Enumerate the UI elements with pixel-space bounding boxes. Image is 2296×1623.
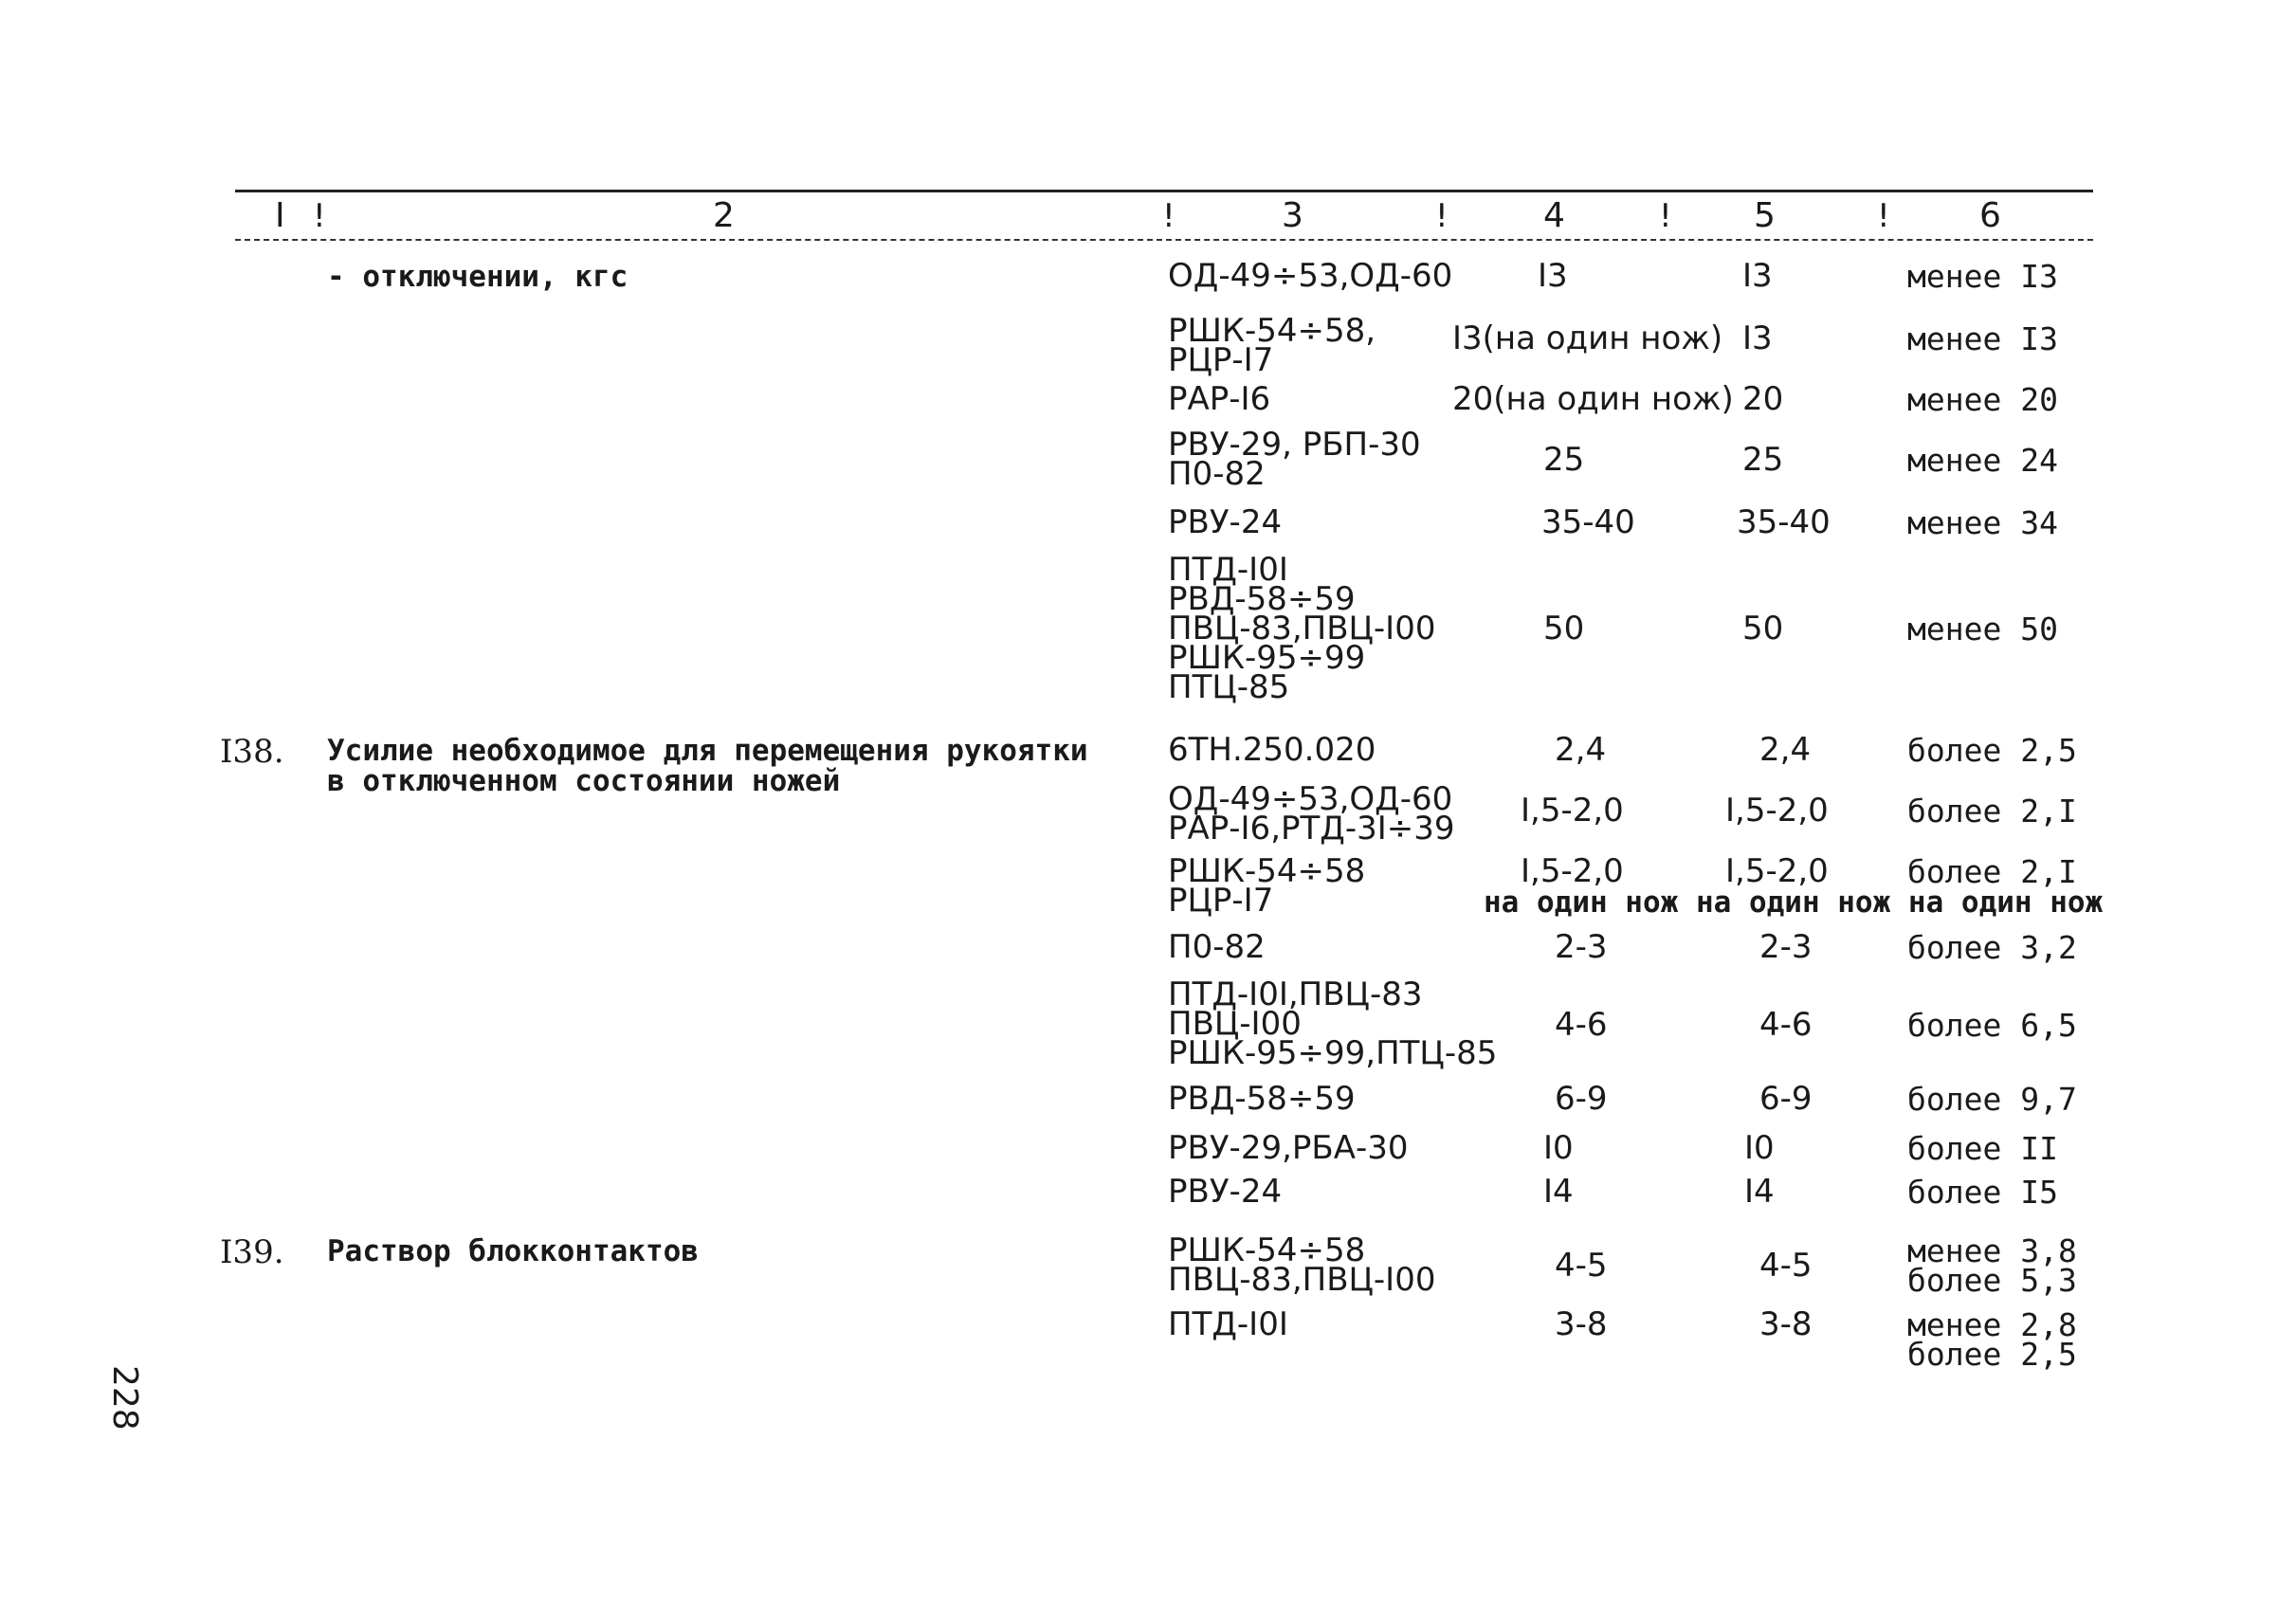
- value-col-5: 4-6: [1759, 1006, 1813, 1044]
- item-number: I38.: [220, 733, 284, 771]
- value-col-5: 50: [1742, 610, 1784, 647]
- device-type: РВУ-24: [1168, 1173, 1283, 1211]
- value-col-4: 50: [1543, 610, 1585, 647]
- value-col-6: менее I3: [1907, 258, 2058, 295]
- header-separator: !: [1162, 197, 1175, 235]
- value-col-6: более 2,I: [1907, 793, 2077, 830]
- header-separator: !: [313, 197, 326, 235]
- header-col-2: 2: [713, 196, 735, 235]
- value-col-6: менее 50: [1907, 611, 2058, 647]
- value-col-4: 20(на один нож): [1452, 380, 1734, 418]
- header-separator: !: [1659, 197, 1672, 235]
- value-col-6: более 6,5: [1907, 1007, 2077, 1044]
- value-col-5: 4-5: [1759, 1247, 1813, 1285]
- value-col-6: менее 24: [1907, 442, 2058, 479]
- device-type: РВУ-29,РБА-30: [1168, 1129, 1409, 1167]
- value-col-6: менее I3: [1907, 320, 2058, 357]
- value-col-5: 2,4: [1759, 731, 1812, 769]
- device-type: ОД-49÷53,ОД-60 РАР-I6,РТД-3I÷39: [1168, 780, 1455, 848]
- device-type: РШК-54÷58 ПВЦ-83,ПВЦ-I00: [1168, 1231, 1436, 1299]
- value-col-4: 3-8: [1555, 1305, 1608, 1343]
- value-col-6: менее 2,8 более 2,5: [1907, 1306, 2077, 1373]
- device-type: ПТД-I0I: [1168, 1305, 1288, 1343]
- device-type: РАР-I6: [1168, 380, 1271, 418]
- device-type: П0-82: [1168, 928, 1266, 966]
- value-col-5: I,5-2,0: [1725, 792, 1829, 830]
- page-number: 228: [105, 1365, 144, 1431]
- device-type: РШК-54÷58 РЦР-I7: [1168, 852, 1366, 920]
- header-separator: !: [1435, 197, 1449, 235]
- value-col-6: менее 34: [1907, 504, 2058, 541]
- value-col-6: более I5: [1907, 1174, 2058, 1211]
- device-type: РВУ-24: [1168, 503, 1283, 541]
- header-separator: !: [1877, 197, 1890, 235]
- value-col-4: 25: [1543, 441, 1585, 479]
- value-col-5: 20: [1742, 380, 1784, 418]
- parameter-text: Раствор блокконтактов: [327, 1234, 699, 1268]
- value-col-6: более 9,7: [1907, 1081, 2077, 1118]
- value-col-4: I,5-2,0: [1521, 852, 1624, 890]
- value-col-6: менее 3,8 более 5,3: [1907, 1232, 2077, 1299]
- device-type: ПТД-I0I,ПВЦ-83 ПВЦ-I00 РШК-95÷99,ПТЦ-85: [1168, 976, 1498, 1072]
- device-type: ПТД-I0I РВД-58÷59 ПВЦ-83,ПВЦ-I00 РШК-95÷99 ПТЦ-85: [1168, 551, 1436, 706]
- parameter-text: Усилие необходимое для перемещения рукоятки в отключенном состоянии ножей: [327, 734, 1088, 798]
- value-col-5: I,5-2,0: [1725, 852, 1829, 890]
- device-type: 6ТН.250.020: [1168, 731, 1376, 769]
- table-top-rule: [235, 190, 2093, 192]
- value-col-4: 4-6: [1555, 1006, 1608, 1044]
- header-col-3: 3: [1282, 196, 1303, 235]
- device-type: РВД-58÷59: [1168, 1080, 1356, 1118]
- value-col-4: 4-5: [1555, 1247, 1608, 1285]
- parameter-text: - отключении, кгс: [327, 260, 629, 294]
- value-col-5: I3: [1742, 319, 1773, 357]
- value-col-4: 35-40: [1541, 503, 1635, 541]
- header-bottom-rule: [235, 239, 2093, 241]
- value-col-4: I4: [1543, 1173, 1574, 1211]
- value-col-6: более II: [1907, 1130, 2058, 1167]
- value-col-5: I4: [1744, 1173, 1775, 1211]
- header-col-6: 6: [1979, 196, 2001, 235]
- value-col-4: I3: [1538, 257, 1568, 295]
- device-type: РШК-54÷58, РЦР-I7: [1168, 312, 1376, 379]
- value-col-4: 2-3: [1555, 928, 1608, 966]
- value-col-4: I0: [1543, 1129, 1574, 1167]
- device-type: ОД-49÷53,ОД-60: [1168, 257, 1453, 295]
- value-col-4: I,5-2,0: [1521, 792, 1624, 830]
- header-col-1: I: [275, 196, 285, 235]
- per-blade-note: на один нож на один нож на один нож: [1484, 885, 2104, 920]
- value-col-5: 25: [1742, 441, 1784, 479]
- value-col-4: 2,4: [1555, 731, 1607, 769]
- device-type: РВУ-29, РБП-30 П0-82: [1168, 426, 1421, 493]
- value-col-6: более 2,5: [1907, 732, 2077, 769]
- header-col-5: 5: [1754, 196, 1776, 235]
- item-number: I39.: [220, 1233, 284, 1271]
- header-col-4: 4: [1543, 196, 1565, 235]
- value-col-5: 35-40: [1737, 503, 1831, 541]
- value-col-5: I0: [1744, 1129, 1775, 1167]
- value-col-6: более 3,2: [1907, 929, 2077, 966]
- value-col-5: 2-3: [1759, 928, 1813, 966]
- value-col-5: 6-9: [1759, 1080, 1813, 1118]
- value-col-4: I3(на один нож): [1452, 319, 1723, 357]
- value-col-5: 3-8: [1759, 1305, 1813, 1343]
- value-col-5: I3: [1742, 257, 1773, 295]
- value-col-6: менее 20: [1907, 381, 2058, 418]
- value-col-4: 6-9: [1555, 1080, 1608, 1118]
- value-col-6: более 2,I: [1907, 853, 2077, 890]
